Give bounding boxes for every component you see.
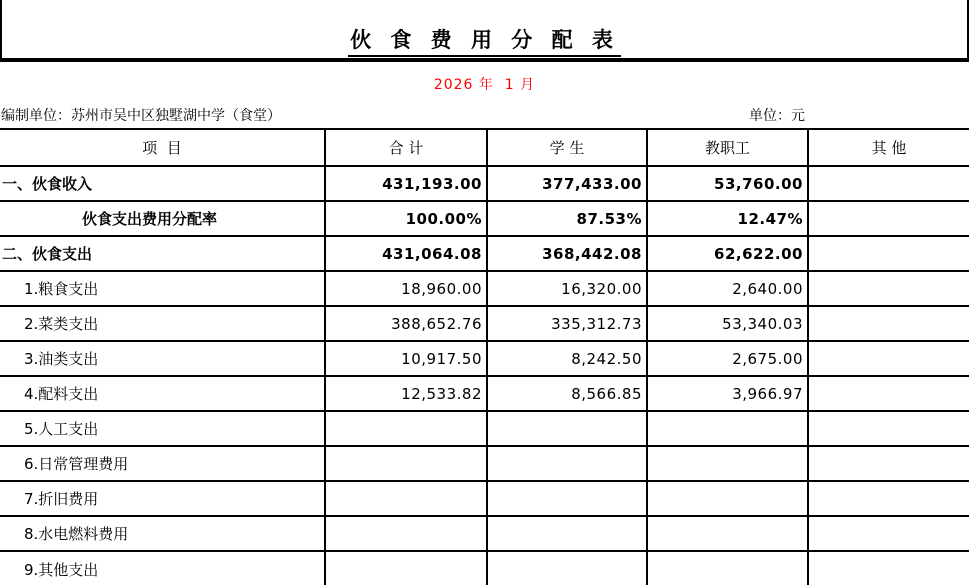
row-item-label: 1.粮食支出	[0, 271, 325, 306]
cell-staff: 62,622.00	[647, 236, 808, 271]
cell-other	[808, 201, 969, 236]
allocation-table	[0, 130, 969, 585]
cell-staff: 53,760.00	[647, 166, 808, 201]
row-item-label: 伙食支出费用分配率	[0, 201, 325, 236]
cell-student	[487, 551, 647, 585]
table-body	[0, 166, 969, 585]
row-item-label: 3.油类支出	[0, 341, 325, 376]
table-row	[0, 201, 969, 236]
cell-other	[808, 551, 969, 585]
cell-total: 431,064.08	[325, 236, 487, 271]
table-row	[0, 516, 969, 551]
cell-total	[325, 446, 487, 481]
table-row	[0, 411, 969, 446]
cell-student: 335,312.73	[487, 306, 647, 341]
cell-other	[808, 446, 969, 481]
cell-other	[808, 271, 969, 306]
cell-total: 10,917.50	[325, 341, 487, 376]
table-row	[0, 551, 969, 585]
cell-total	[325, 551, 487, 585]
prepared-by-label: 编制单位：苏州市吴中区独墅湖中学（食堂）	[1, 108, 281, 124]
table-row	[0, 341, 969, 376]
cell-staff: 53,340.03	[647, 306, 808, 341]
cell-staff	[647, 551, 808, 585]
row-item-label: 7.折旧费用	[0, 481, 325, 516]
cell-student: 16,320.00	[487, 271, 647, 306]
cell-total: 100.00%	[325, 201, 487, 236]
table-row	[0, 376, 969, 411]
row-item-label: 2.菜类支出	[0, 306, 325, 341]
cell-total	[325, 481, 487, 516]
table-row	[0, 166, 969, 201]
cell-student	[487, 516, 647, 551]
row-item-label: 5.人工支出	[0, 411, 325, 446]
row-item-label: 8.水电燃料费用	[0, 516, 325, 551]
cell-total	[325, 411, 487, 446]
cell-student: 368,442.08	[487, 236, 647, 271]
row-item-label: 6.日常管理费用	[0, 446, 325, 481]
info-line	[0, 96, 969, 130]
cell-total: 431,193.00	[325, 166, 487, 201]
cell-other	[808, 376, 969, 411]
header-item: 项 目	[0, 130, 325, 166]
title-box	[0, 0, 969, 62]
header-total: 合 计	[325, 130, 487, 166]
row-item-label: 一、伙食收入	[2, 175, 93, 193]
cell-staff	[647, 481, 808, 516]
table-row	[0, 446, 969, 481]
cell-student: 87.53%	[487, 201, 647, 236]
cell-other	[808, 481, 969, 516]
page-title: 伙 食 费 用 分 配 表	[348, 27, 621, 57]
cell-student	[487, 411, 647, 446]
cell-student: 8,242.50	[487, 341, 647, 376]
table-row	[0, 306, 969, 341]
cell-student: 8,566.85	[487, 376, 647, 411]
cell-total: 18,960.00	[325, 271, 487, 306]
cell-staff	[647, 516, 808, 551]
cell-other	[808, 236, 969, 271]
cell-other	[808, 166, 969, 201]
row-item-label: 9.其他支出	[0, 551, 325, 585]
cell-staff	[647, 411, 808, 446]
cell-other	[808, 516, 969, 551]
table-header-row	[0, 130, 969, 166]
cell-total: 12,533.82	[325, 376, 487, 411]
table-row	[0, 271, 969, 306]
header-student: 学 生	[487, 130, 647, 166]
cell-staff: 2,640.00	[647, 271, 808, 306]
row-item-label: 二、伙食支出	[0, 236, 325, 271]
table-row	[0, 481, 969, 516]
cell-total: 388,652.76	[325, 306, 487, 341]
unit-label: 单位：元	[749, 108, 805, 124]
cell-other	[808, 411, 969, 446]
row-item-label: 4.配料支出	[0, 376, 325, 411]
table-row	[0, 236, 969, 271]
date-line	[0, 62, 969, 96]
cell-staff	[647, 446, 808, 481]
header-staff: 教职工	[647, 130, 808, 166]
report-date: 2026 年 1 月	[433, 77, 536, 93]
cell-staff: 12.47%	[647, 201, 808, 236]
cell-student	[487, 481, 647, 516]
cell-staff: 3,966.97	[647, 376, 808, 411]
header-other: 其 他	[808, 130, 969, 166]
cell-other	[808, 341, 969, 376]
cell-student	[487, 446, 647, 481]
cell-student: 377,433.00	[487, 166, 647, 201]
cell-total	[325, 516, 487, 551]
cell-other	[808, 306, 969, 341]
cell-staff: 2,675.00	[647, 341, 808, 376]
